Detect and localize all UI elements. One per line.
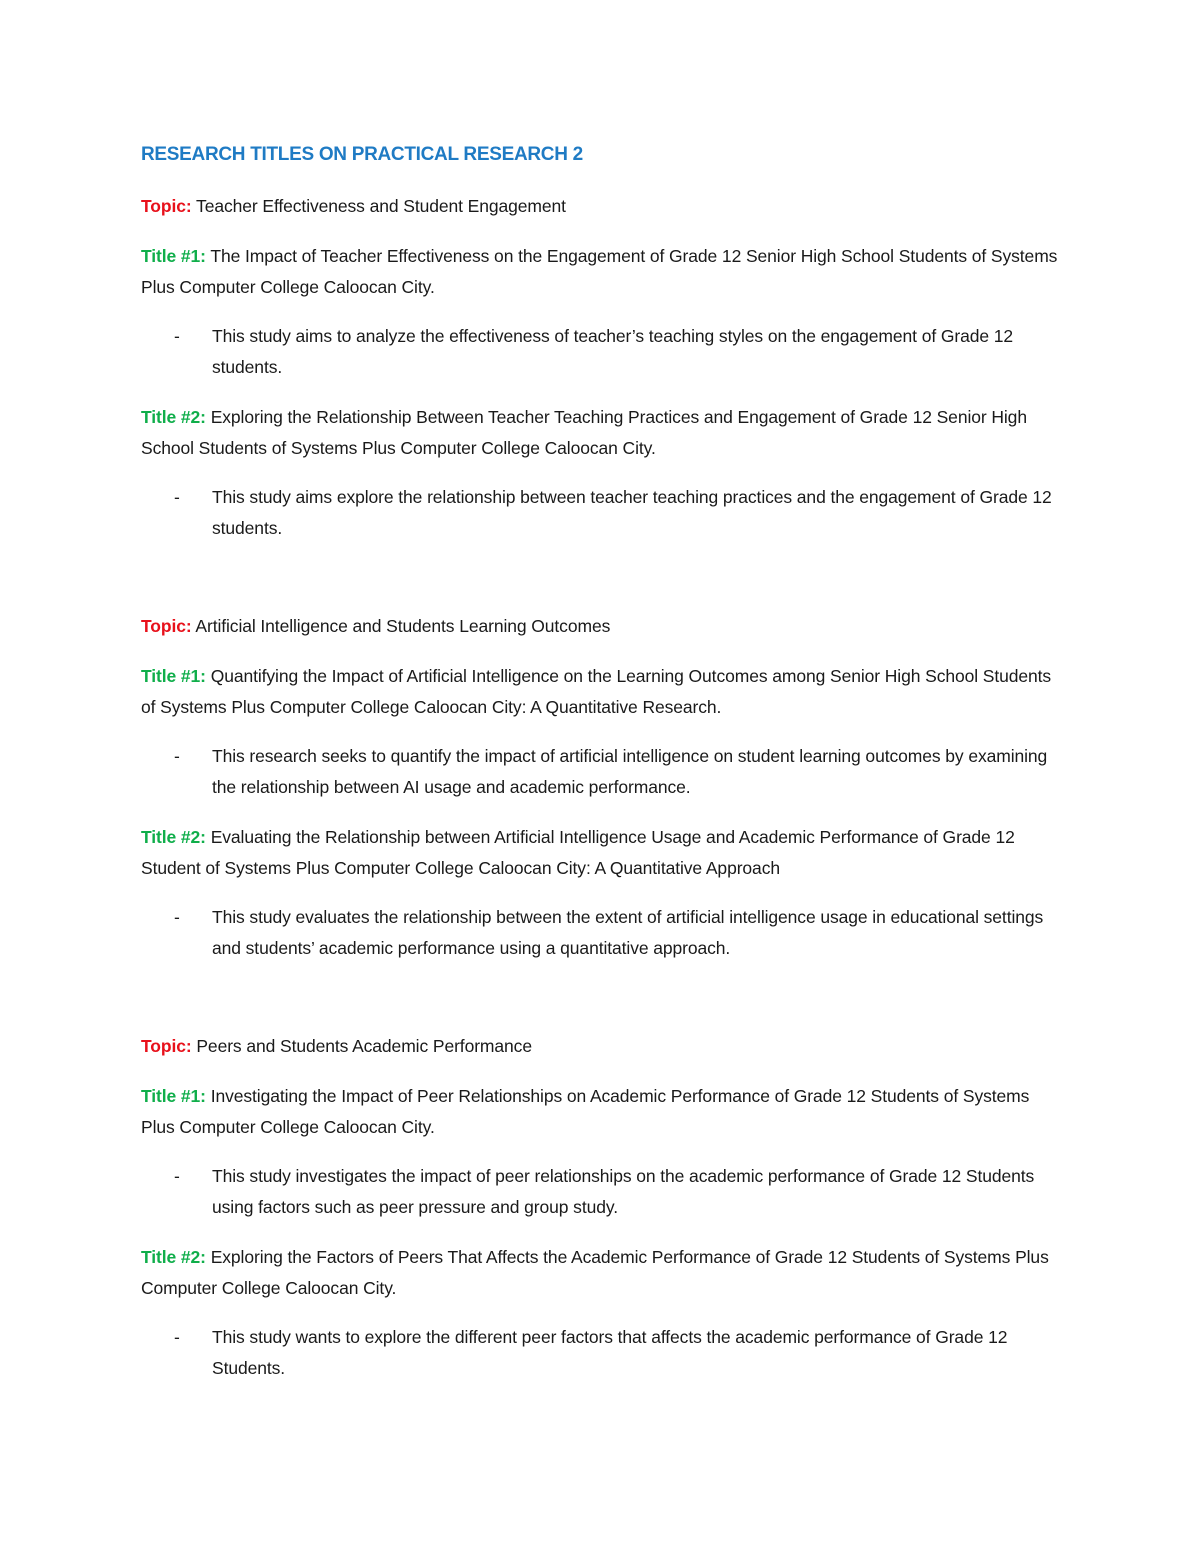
dash-bullet: - — [174, 487, 180, 507]
dash-bullet: - — [174, 1166, 180, 1186]
topic-line — [141, 1031, 1061, 1062]
topic-label: Topic: — [141, 616, 192, 636]
dash-bullet: - — [174, 907, 180, 927]
dash-bullet: - — [174, 746, 180, 766]
topic-line — [141, 191, 1061, 222]
dash-bullet: - — [174, 326, 180, 346]
description-text: This study aims explore the relationship between teacher teaching practices and the engagement of Grade 12 students. — [212, 487, 1052, 538]
title-text: Quantifying the Impact of Artificial Intelligence on the Learning Outcomes among Senior High School Students of Systems Plus Computer College Caloocan City: A Quantitative Research. — [141, 666, 1052, 717]
document-heading: RESEARCH TITLES ON PRACTICAL RESEARCH 2 — [141, 144, 583, 165]
topic-label: Topic: — [141, 196, 192, 216]
title-entry-1 — [141, 241, 1061, 303]
title-entry-1 — [141, 1081, 1061, 1143]
title-label: Title #1: — [141, 246, 206, 266]
title-description — [141, 1322, 1061, 1384]
title-description — [141, 741, 1061, 803]
title-description — [141, 482, 1061, 544]
title-text: The Impact of Teacher Effectiveness on the Engagement of Grade 12 Senior High School Students of Systems Plus Computer College Caloocan City. — [141, 246, 1058, 297]
topic-name: Artificial Intelligence and Students Learning Outcomes — [195, 616, 611, 636]
title-label: Title #2: — [141, 827, 206, 847]
title-label: Title #2: — [141, 1247, 206, 1267]
title-text: Investigating the Impact of Peer Relationships on Academic Performance of Grade 12 Students of Systems Plus Computer College Caloocan City. — [141, 1086, 1030, 1137]
description-text: This study evaluates the relationship between the extent of artificial intelligence usage in educational settings and students’ academic performance using a quantitative approach. — [212, 907, 1044, 958]
title-label: Title #1: — [141, 666, 206, 686]
description-text: This study investigates the impact of peer relationships on the academic performance of Grade 12 Students using factors such as peer pressure and group study. — [212, 1166, 1035, 1217]
title-entry-2 — [141, 402, 1061, 464]
title-text: Evaluating the Relationship between Artificial Intelligence Usage and Academic Performance of Grade 12 Student of Systems Plus Computer College Caloocan City: A Quantitative Approach — [141, 827, 1015, 878]
description-text: This study aims to analyze the effectiveness of teacher’s teaching styles on the engagement of Grade 12 students. — [212, 326, 1014, 377]
title-label: Title #2: — [141, 407, 206, 427]
title-description — [141, 321, 1061, 383]
topic-name: Peers and Students Academic Performance — [196, 1036, 532, 1056]
topic-label: Topic: — [141, 1036, 192, 1056]
topic-section-2 — [141, 611, 1061, 964]
dash-bullet: - — [174, 1327, 180, 1347]
topic-name: Teacher Effectiveness and Student Engagement — [196, 196, 566, 216]
title-entry-2 — [141, 822, 1061, 884]
title-description — [141, 902, 1061, 964]
description-text: This research seeks to quantify the impact of artificial intelligence on student learning outcomes by examining the relationship between AI usage and academic performance. — [212, 746, 1048, 797]
topic-line — [141, 611, 1061, 642]
description-text: This study wants to explore the different peer factors that affects the academic performance of Grade 12 Students. — [212, 1327, 1008, 1378]
topic-section-3 — [141, 1031, 1061, 1384]
title-text: Exploring the Factors of Peers That Affects the Academic Performance of Grade 12 Students of Systems Plus Computer College Caloocan City. — [141, 1247, 1049, 1298]
title-description — [141, 1161, 1061, 1223]
title-label: Title #1: — [141, 1086, 206, 1106]
title-entry-2 — [141, 1242, 1061, 1304]
topic-section-1 — [141, 191, 1061, 544]
title-text: Exploring the Relationship Between Teacher Teaching Practices and Engagement of Grade 12 Senior High School Students of Systems Plus Computer College Caloocan City. — [141, 407, 1027, 458]
title-entry-1 — [141, 661, 1061, 723]
